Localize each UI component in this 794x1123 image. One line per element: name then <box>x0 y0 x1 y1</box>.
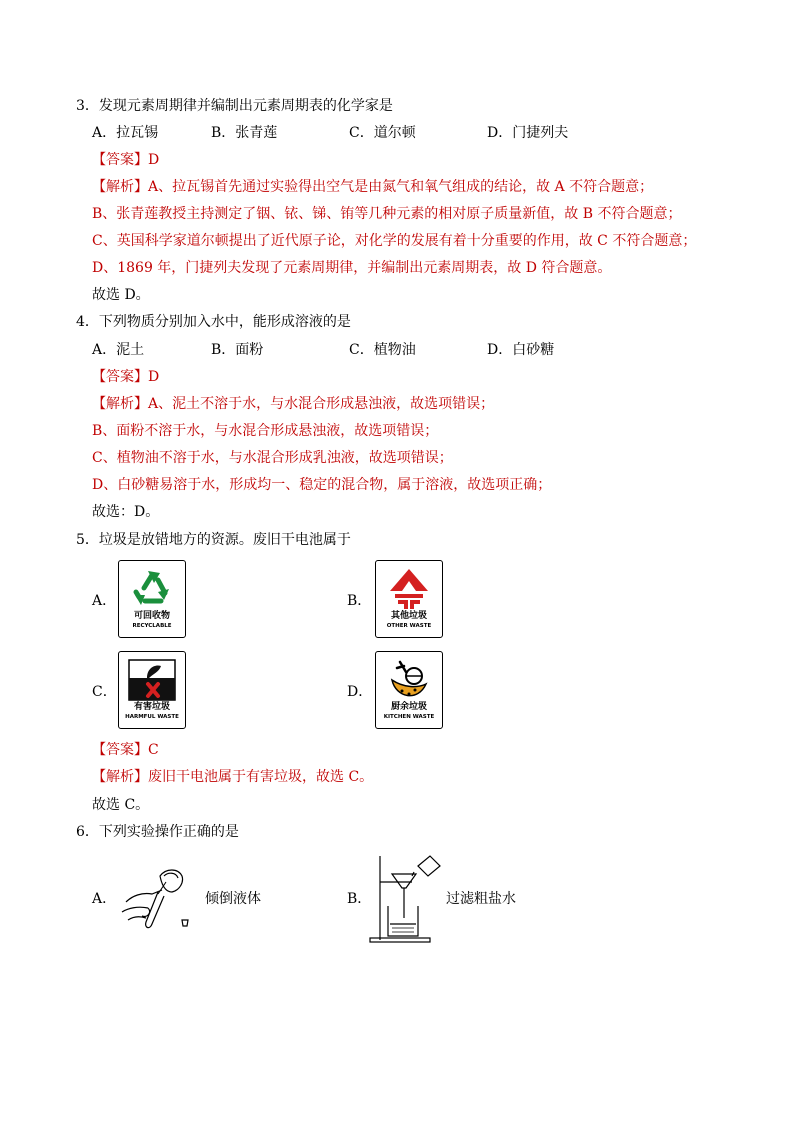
q3-option-c: C．道尔顿 <box>349 125 416 141</box>
q3-option-d: D．门捷列夫 <box>487 125 569 141</box>
sign-label-en: KITCHEN WASTE <box>383 714 435 720</box>
q4-option-c: C．植物油 <box>349 342 416 358</box>
q3-analysis-line: C、英国科学家道尔顿提出了近代原子论，对化学的发展有着十分重要的作用，故 C 不符合题意； <box>92 233 697 249</box>
q3-answer: 【答案】D <box>92 152 160 168</box>
sign-label-en: OTHER WASTE <box>386 623 432 629</box>
q5-option-b: B． <box>347 593 372 609</box>
recyclable-sign <box>118 560 186 638</box>
q5-option-a: A． <box>92 593 117 609</box>
q6-caption-a: 倾倒液体 <box>205 891 261 907</box>
recycle-icon <box>127 567 177 611</box>
other-waste-icon <box>384 567 434 611</box>
q6-option-a: A． <box>92 891 117 907</box>
sign-label-en: RECYCLABLE <box>132 623 172 629</box>
q5-stem: 5．垃圾是放错地方的资源。废旧干电池属于 <box>76 532 351 548</box>
q3-conclusion: 故选 D。 <box>92 287 150 303</box>
sign-label-cn: 可回收物 <box>133 611 170 621</box>
kitchen-waste-sign <box>375 651 443 729</box>
q4-stem: 4．下列物质分别加入水中，能形成溶液的是 <box>76 314 351 330</box>
harmful-waste-sign <box>118 651 186 729</box>
q4-analysis-line: D、白砂糖易溶于水，形成均一、稳定的混合物，属于溶液，故选项正确； <box>92 477 552 493</box>
other-waste-sign <box>375 560 443 638</box>
q3-analysis-line: D、1869 年，门捷列夫发现了元素周期律，并编制出元素周期表，故 D 符合题意。 <box>92 260 612 276</box>
q4-conclusion: 故选：D。 <box>92 504 160 520</box>
q4-option-d: D．白砂糖 <box>487 342 555 358</box>
q5-option-d: D． <box>347 684 373 700</box>
q3-stem: 3．发现元素周期律并编制出元素周期表的化学家是 <box>76 98 393 114</box>
q4-analysis-line: C、植物油不溶于水，与水混合形成乳浊液，故选项错误； <box>92 450 453 466</box>
q4-option-b: B．面粉 <box>211 342 264 358</box>
kitchen-waste-icon <box>384 658 434 702</box>
q3-analysis-line: B、张青莲教授主持测定了铟、铱、锑、铕等几种元素的相对原子质量新值，故 B 不符合题意； <box>92 206 682 222</box>
sign-label-cn: 厨余垃圾 <box>390 702 427 712</box>
q3-option-b: B．张青莲 <box>211 125 278 141</box>
q4-analysis-line: 【解析】A、泥土不溶于水，与水混合形成悬浊液，故选项错误； <box>92 396 495 412</box>
harmful-waste-icon <box>127 658 177 702</box>
sign-label-en: HARMFUL WASTE <box>125 714 179 720</box>
sign-label-cn: 其他垃圾 <box>390 611 427 621</box>
q5-conclusion: 故选 C。 <box>92 797 150 813</box>
q5-option-c: C． <box>92 684 117 700</box>
sign-label-cn: 有害垃圾 <box>133 702 170 712</box>
filtration-apparatus-figure <box>368 852 443 944</box>
q6-stem: 6．下列实验操作正确的是 <box>76 824 239 840</box>
q4-option-a: A．泥土 <box>92 342 145 358</box>
pouring-liquid-figure <box>118 862 203 932</box>
q5-answer: 【答案】C <box>92 742 159 758</box>
q4-answer: 【答案】D <box>92 369 160 385</box>
q5-analysis-line: 【解析】废旧干电池属于有害垃圾，故选 C。 <box>92 769 374 785</box>
q6-caption-b: 过滤粗盐水 <box>446 891 516 907</box>
q3-analysis-line: 【解析】A、拉瓦锡首先通过实验得出空气是由氮气和氧气组成的结论，故 A 不符合题意； <box>92 179 654 195</box>
q4-analysis-line: B、面粉不溶于水，与水混合形成悬浊液，故选项错误； <box>92 423 439 439</box>
q3-option-a: A．拉瓦锡 <box>92 125 159 141</box>
q6-option-b: B． <box>347 891 372 907</box>
